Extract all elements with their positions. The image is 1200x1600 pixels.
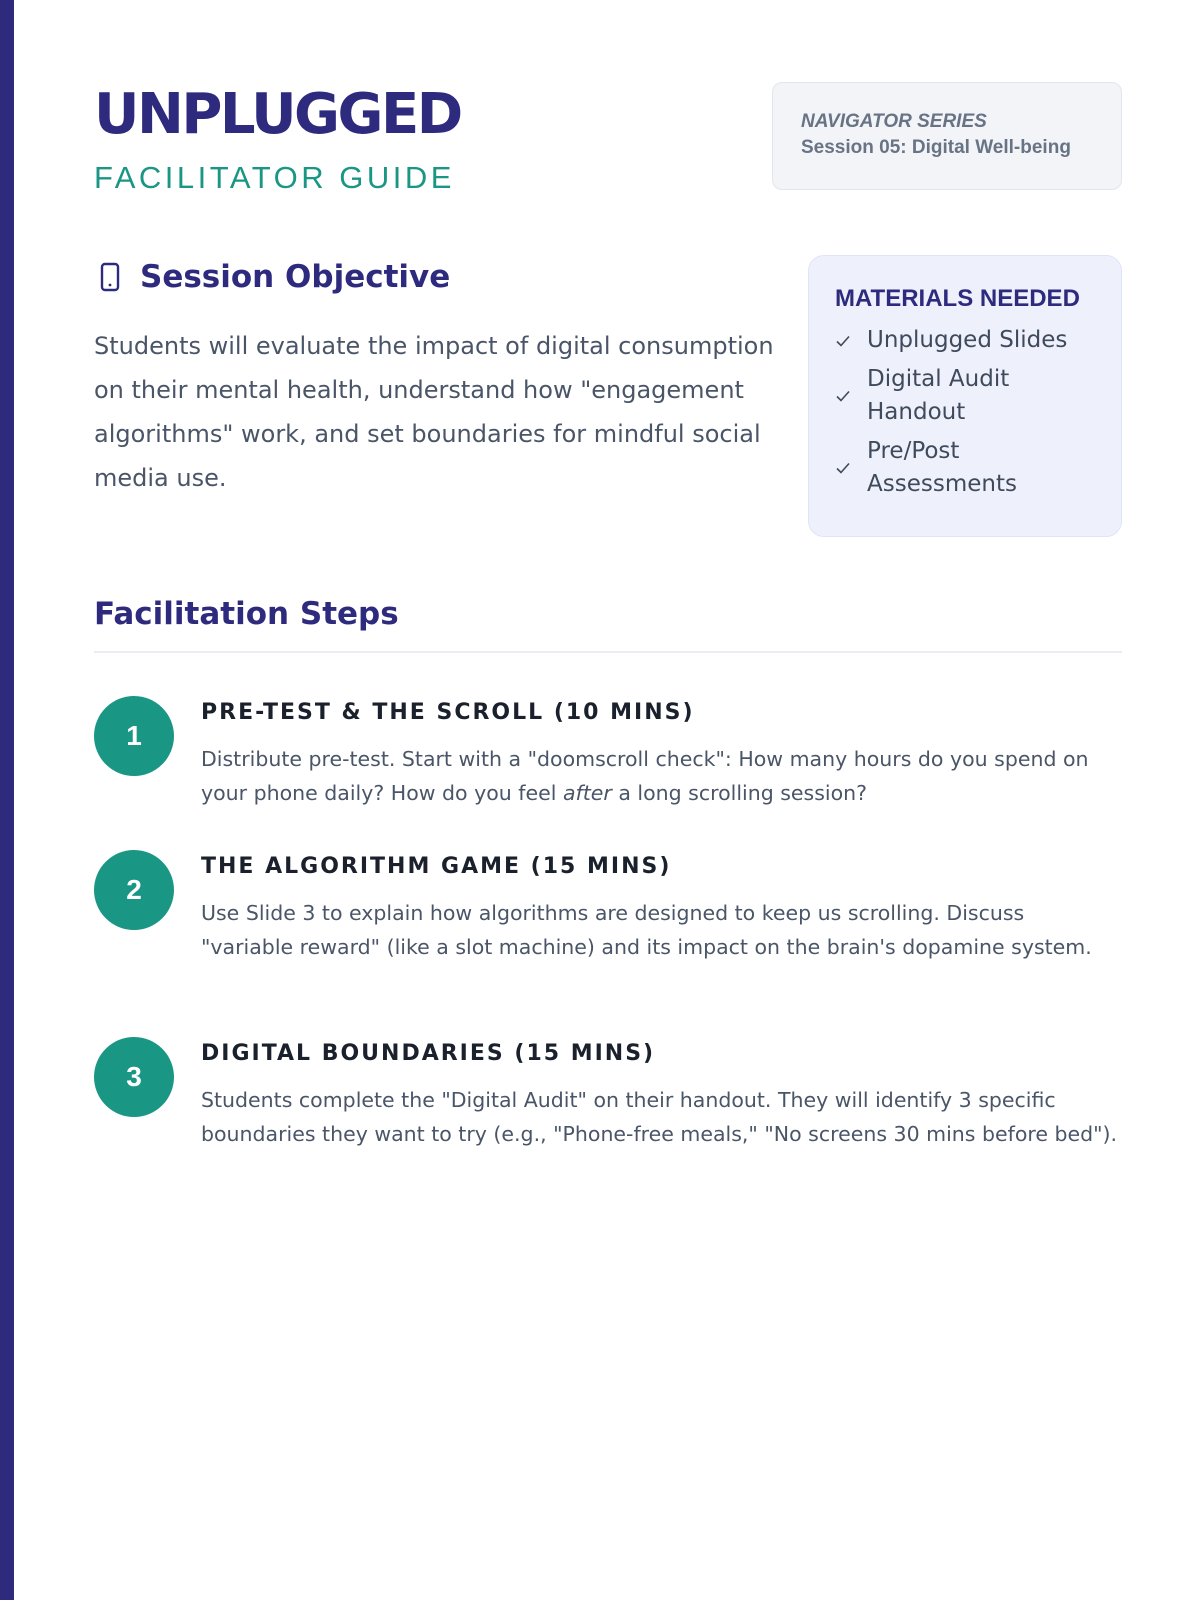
objective-section — [94, 252, 774, 500]
step-description: Students complete the "Digital Audit" on their handout. They will identify 3 specific boundaries they want to try (e.g., "Phone-free meals," "No screens 30 mins before bed"). — [201, 1088, 1118, 1146]
check-icon — [835, 333, 851, 349]
materials-item — [835, 363, 1101, 429]
phone-icon — [94, 261, 126, 293]
header — [94, 82, 1122, 212]
objective-heading — [94, 252, 774, 302]
divider — [94, 651, 1122, 653]
steps-heading: Facilitation Steps — [94, 596, 399, 632]
session-label: Session 05: Digital Well-being — [801, 137, 1071, 158]
materials-item-label: Digital Audit Handout — [867, 366, 1010, 425]
check-icon — [835, 388, 851, 404]
step-description: Use Slide 3 to explain how algorithms are designed to keep us scrolling. Discuss "variable reward" (like a slot machine) and its impact on the brain's dopamine system. — [201, 901, 1092, 959]
step-description-text: Distribute pre-test. Start with a "doomscroll check": How many hours do you spend on your phone daily? How do you feel — [201, 747, 1089, 805]
check-icon — [835, 460, 851, 476]
materials-title: MATERIALS NEEDED — [835, 285, 1080, 312]
page-title: UNPLUGGED — [94, 82, 461, 147]
step-title: THE ALGORITHM GAME (15 MINS) — [201, 854, 672, 879]
objective-text: Students will evaluate the impact of digital consumption on their mental health, understand how "engagement algorithms" work, and set boundaries for mindful social media use. — [94, 332, 774, 492]
step-title: DIGITAL BOUNDARIES (15 MINS) — [201, 1041, 656, 1066]
step-title: PRE-TEST & THE SCROLL (10 MINS) — [201, 700, 695, 725]
step-description-text: a long scrolling session? — [611, 781, 867, 805]
step-content — [201, 850, 1122, 964]
step-number-badge: 1 — [94, 696, 174, 776]
materials-list — [835, 324, 1101, 501]
materials-item-label: Unplugged Slides — [867, 327, 1068, 353]
series-card — [772, 82, 1122, 190]
series-label: NAVIGATOR SERIES — [801, 111, 987, 132]
step-number-badge: 3 — [94, 1037, 174, 1117]
objective-heading-label: Session Objective — [140, 259, 451, 295]
steps-section — [94, 592, 1122, 1146]
materials-item-label: Pre/Post Assessments — [867, 438, 1017, 497]
step-content — [201, 1037, 1122, 1151]
left-accent-bar — [0, 0, 14, 1600]
step-description-emphasis: after — [562, 781, 612, 805]
page-subtitle: FACILITATOR GUIDE — [94, 160, 455, 195]
materials-item — [835, 324, 1101, 357]
materials-card — [808, 255, 1122, 537]
step-content — [201, 696, 1122, 810]
step-description — [201, 742, 1122, 810]
step-number-badge: 2 — [94, 850, 174, 930]
materials-item — [835, 435, 1101, 501]
